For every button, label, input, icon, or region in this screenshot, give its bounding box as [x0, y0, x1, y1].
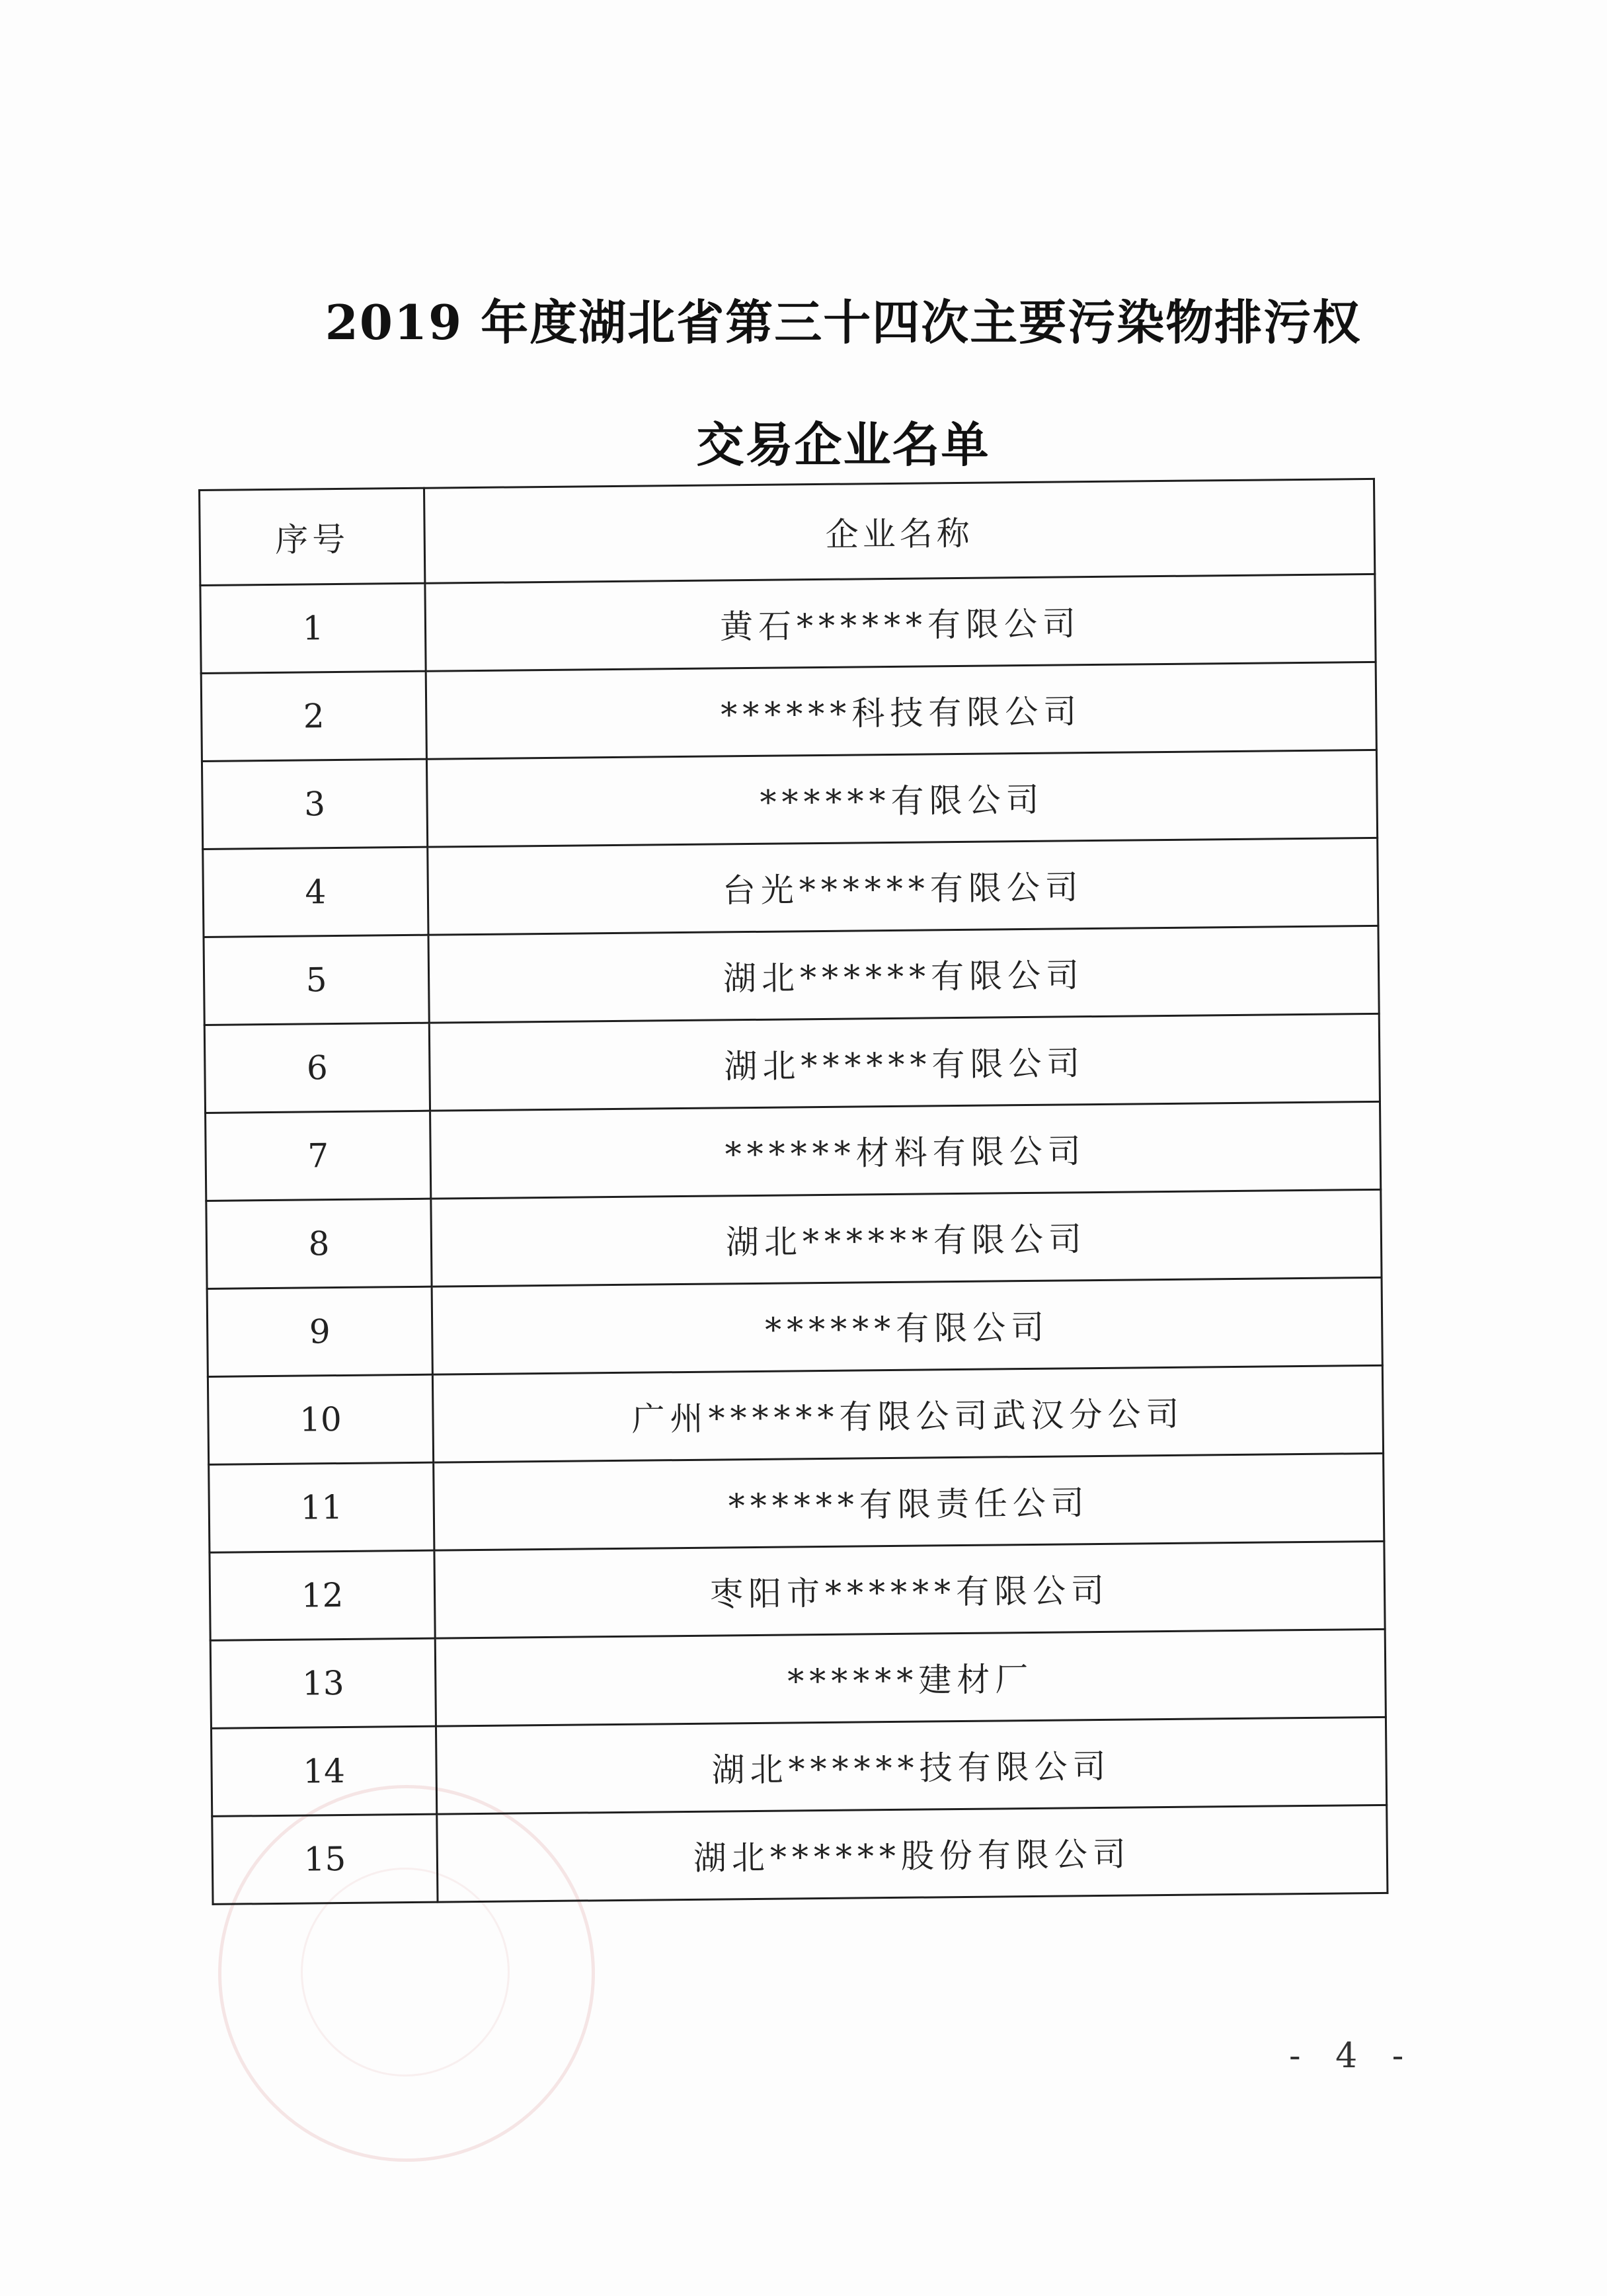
row-serial-number: 7 — [206, 1111, 431, 1201]
row-serial-number: 2 — [201, 671, 426, 761]
table-row — [202, 750, 1377, 849]
table-row — [207, 1277, 1382, 1376]
table-row — [201, 662, 1376, 761]
table-row — [211, 1717, 1386, 1816]
table-row — [210, 1541, 1385, 1640]
row-enterprise-name: 黄石******有限公司 — [425, 574, 1376, 671]
row-enterprise-name: 湖北******有限公司 — [428, 926, 1379, 1023]
table-row — [204, 1013, 1380, 1113]
document-title-line-2: 交易企业名单 — [696, 416, 990, 473]
row-enterprise-name: 湖北******技有限公司 — [436, 1717, 1386, 1814]
row-enterprise-name: ******有限公司 — [426, 750, 1377, 847]
table-row — [206, 1189, 1382, 1288]
row-serial-number: 9 — [207, 1287, 432, 1376]
table-row — [210, 1629, 1386, 1728]
table-row — [212, 1805, 1388, 1904]
row-serial-number: 11 — [209, 1462, 434, 1552]
table-row — [200, 574, 1376, 673]
row-serial-number: 12 — [210, 1550, 435, 1640]
row-enterprise-name: 湖北******股份有限公司 — [437, 1805, 1388, 1902]
row-enterprise-name: ******科技有限公司 — [426, 662, 1376, 759]
row-serial-number: 1 — [200, 583, 426, 673]
document-title-line-1: 2019 年度湖北省第三十四次主要污染物排污权 — [325, 294, 1362, 350]
row-enterprise-name: ******材料有限公司 — [430, 1101, 1381, 1199]
row-serial-number: 14 — [211, 1726, 436, 1816]
table-row — [203, 838, 1378, 937]
header-enterprise-name: 企业名称 — [424, 479, 1374, 583]
enterprise-list-table — [198, 478, 1388, 1905]
table-header-row — [200, 479, 1375, 585]
row-serial-number: 10 — [208, 1374, 433, 1464]
row-serial-number: 3 — [202, 759, 427, 849]
table-row — [204, 926, 1379, 1025]
table-row — [206, 1101, 1381, 1201]
row-enterprise-name: ******有限公司 — [432, 1277, 1382, 1374]
page-number: - 4 - — [1289, 2036, 1416, 2076]
row-serial-number: 5 — [204, 935, 429, 1025]
header-serial-number: 序号 — [200, 488, 425, 585]
table-row — [209, 1453, 1384, 1552]
row-serial-number: 4 — [203, 847, 428, 937]
table-row — [208, 1365, 1383, 1464]
row-enterprise-name: ******有限责任公司 — [434, 1453, 1384, 1550]
row-serial-number: 15 — [212, 1814, 438, 1904]
row-enterprise-name: 广州******有限公司武汉分公司 — [432, 1365, 1383, 1462]
row-serial-number: 6 — [204, 1023, 430, 1113]
row-enterprise-name: 湖北******有限公司 — [429, 1013, 1380, 1111]
row-serial-number: 13 — [210, 1638, 436, 1728]
row-enterprise-name: 台光******有限公司 — [428, 838, 1378, 935]
row-serial-number: 8 — [206, 1199, 432, 1288]
row-enterprise-name: ******建材厂 — [435, 1629, 1386, 1726]
row-enterprise-name: 湖北******有限公司 — [431, 1189, 1382, 1287]
row-enterprise-name: 枣阳市******有限公司 — [434, 1541, 1385, 1638]
